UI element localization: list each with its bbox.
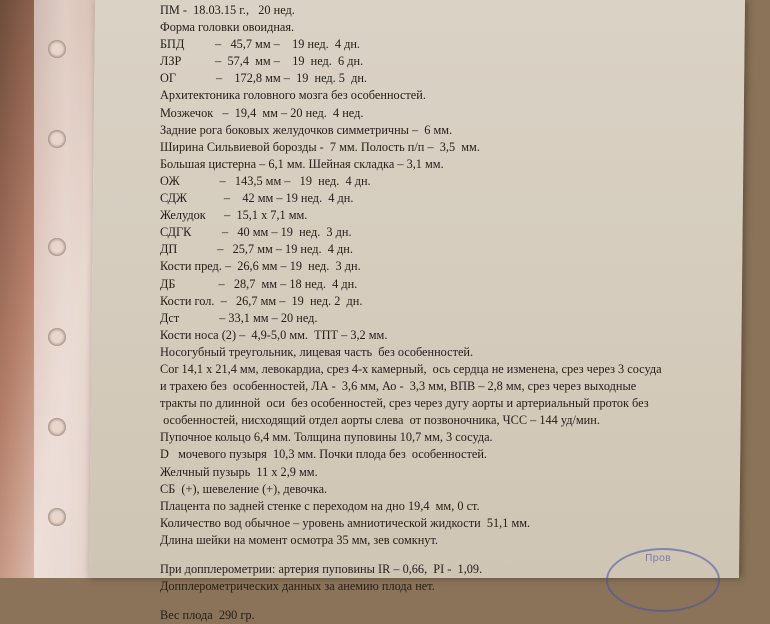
report-line: Кости гол. – 26,7 мм – 19 нед. 2 дн.	[160, 293, 363, 308]
binder-hole	[48, 328, 66, 346]
report-line: Количество вод обычное – уровень амниотической жидкости 51,1 мм.	[160, 515, 531, 530]
report-line: Кости пред. – 26,6 мм – 19 нед. 3 дн.	[160, 259, 361, 274]
binder-hole	[48, 238, 66, 256]
report-line: ДП – 25,7 мм – 19 нед. 4 дн.	[160, 242, 353, 257]
report-line: Пупочное кольцо 6,4 мм. Толщина пуповины 10,7 мм, 3 сосуда.	[160, 430, 493, 445]
report-line: СДЖ – 42 мм – 19 нед. 4 дн.	[160, 191, 354, 206]
report-line: Носогубный треугольник, лицевая часть без особенностей.	[160, 344, 474, 359]
ultrasound-report	[160, 2, 740, 624]
report-line: Мозжечок – 19,4 мм – 20 нед. 4 нед.	[160, 105, 364, 120]
binder-hole	[48, 40, 66, 58]
report-line: СБ (+), шевеление (+), девочка.	[160, 481, 328, 496]
report-line: Плацента по задней стенке с переходом на дно 19,4 мм, 0 ст.	[160, 498, 480, 513]
report-line: ПМ - 18.03.15 г., 20 нед.	[160, 3, 295, 17]
report-line: особенностей, нисходящий отдел аорты слева от позвоночника, ЧСС – 144 уд/мин.	[160, 413, 600, 428]
report-line: и трахею без особенностей, ЛА - 3,6 мм, Ао - 3,3 мм, ВПВ – 2,8 мм, срез через выходные	[160, 379, 637, 394]
report-line: Кости носа (2) – 4,9-5,0 мм. ТПТ – 3,2 мм.	[160, 327, 388, 342]
report-line: БПД – 45,7 мм – 19 нед. 4 дн.	[160, 37, 360, 52]
report-line: ДБ – 28,7 мм – 18 нед. 4 дн.	[160, 276, 358, 291]
report-measurements	[160, 2, 740, 549]
binder-hole	[48, 418, 66, 436]
report-line: При допплерометрии: артерия пуповины IR – 0,66, PI - 1,09.	[160, 562, 483, 576]
report-line: Задние рога боковых желудочков симметричны – 6 мм.	[160, 122, 453, 137]
binder-hole	[48, 130, 66, 148]
report-line: Форма головки овоидная.	[160, 20, 295, 35]
report-line: Ширина Сильвиевой борозды - 7 мм. Полость п/п – 3,5 мм.	[160, 139, 480, 154]
report-line: ОГ – 172,8 мм – 19 нед. 5 дн.	[160, 71, 368, 86]
report-line: Допплерометрических данных за анемию плода нет.	[160, 579, 435, 594]
report-line: Большая цистерна – 6,1 мм. Шейная складка – 3,1 мм.	[160, 156, 444, 171]
report-line: Cor 14,1 х 21,4 мм, левокардиа, срез 4-х камерный, ось сердца не изменена, срез через 3 сосуда	[160, 361, 662, 376]
report-line: D мочевого пузыря 10,3 мм. Почки плода без особенностей.	[160, 447, 488, 462]
report-line: Желудок – 15,1 х 7,1 мм.	[160, 208, 308, 223]
report-line: СДГК – 40 мм – 19 нед. 3 дн.	[160, 225, 352, 240]
fetal-weight: Вес плода 290 гр.	[160, 608, 255, 623]
report-line: ОЖ – 143,5 мм – 19 нед. 4 дн.	[160, 173, 371, 188]
report-line: Дст – 33,1 мм – 20 нед.	[160, 310, 318, 325]
binder-hole	[48, 508, 66, 526]
report-line: ЛЗР – 57,4 мм – 19 нед. 6 дн.	[160, 54, 364, 69]
stamp-seal-text: Пров	[645, 553, 671, 564]
report-line: тракты по длинной оси без особенностей, срез через дугу аорты и артериальный проток без	[160, 396, 649, 411]
report-line: Желчный пузырь 11 х 2,9 мм.	[160, 464, 318, 479]
report-line: Длина шейки на момент осмотра 35 мм, зев сомкнут.	[160, 532, 438, 547]
report-line: Архитектоника головного мозга без особенностей.	[160, 88, 426, 103]
